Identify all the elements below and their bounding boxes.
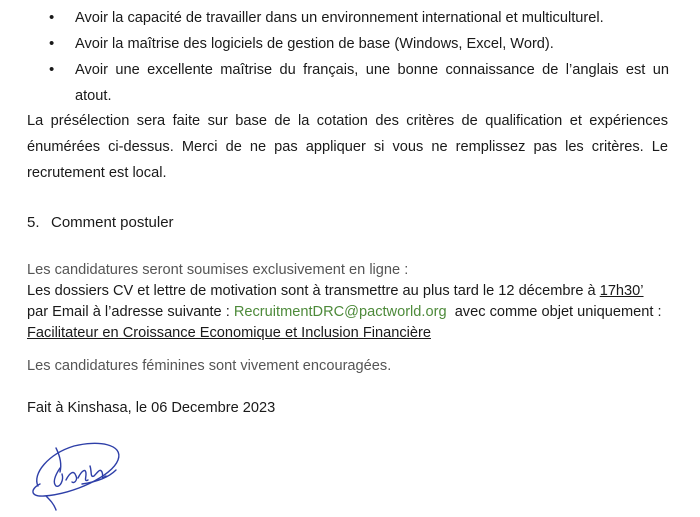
email-prefix: par Email à l’adresse suivante : — [27, 304, 230, 320]
application-details — [27, 281, 677, 344]
subject-text: Facilitateur en Croissance Economique et Inclusion Financière — [27, 325, 431, 341]
place-date: Fait à Kinshasa, le 06 Decembre 2023 — [27, 400, 276, 416]
list-item: • Avoir la capacité de travailler dans un environnement international et multiculturel. — [49, 5, 669, 31]
section-heading — [27, 212, 174, 234]
deadline-text: Les dossiers CV et lettre de motivation sont à transmettre au plus tard le 12 décembre à — [27, 283, 596, 299]
subject-prefix: avec comme objet uniquement : — [454, 304, 662, 320]
deadline-time: 17h30’ — [599, 283, 644, 299]
section-number: 5. — [27, 214, 40, 231]
requirements-list — [49, 5, 669, 109]
application-instructions — [27, 260, 677, 344]
email-link[interactable]: RecruitmentDRC@pactworld.org — [233, 304, 447, 320]
preselection-paragraph: La présélection sera faite sur base de la cotation des critères de qualification et expériences énumérées ci-dessus. Merci de ne pas appliquer si vous ne remplissez pas les critères. Le recrutement est local. — [27, 113, 668, 181]
section-title: Comment postuler — [51, 214, 174, 231]
signature-icon — [26, 434, 126, 512]
list-item: • Avoir une excellente maîtrise du français, une bonne connaissance de l’anglais est un atout. — [49, 57, 669, 109]
application-intro: Les candidatures seront soumises exclusivement en ligne : — [27, 262, 409, 278]
encouragement-text: Les candidatures féminines sont vivement encouragées. — [27, 358, 392, 374]
list-item: • Avoir la maîtrise des logiciels de gestion de base (Windows, Excel, Word). — [49, 31, 669, 57]
